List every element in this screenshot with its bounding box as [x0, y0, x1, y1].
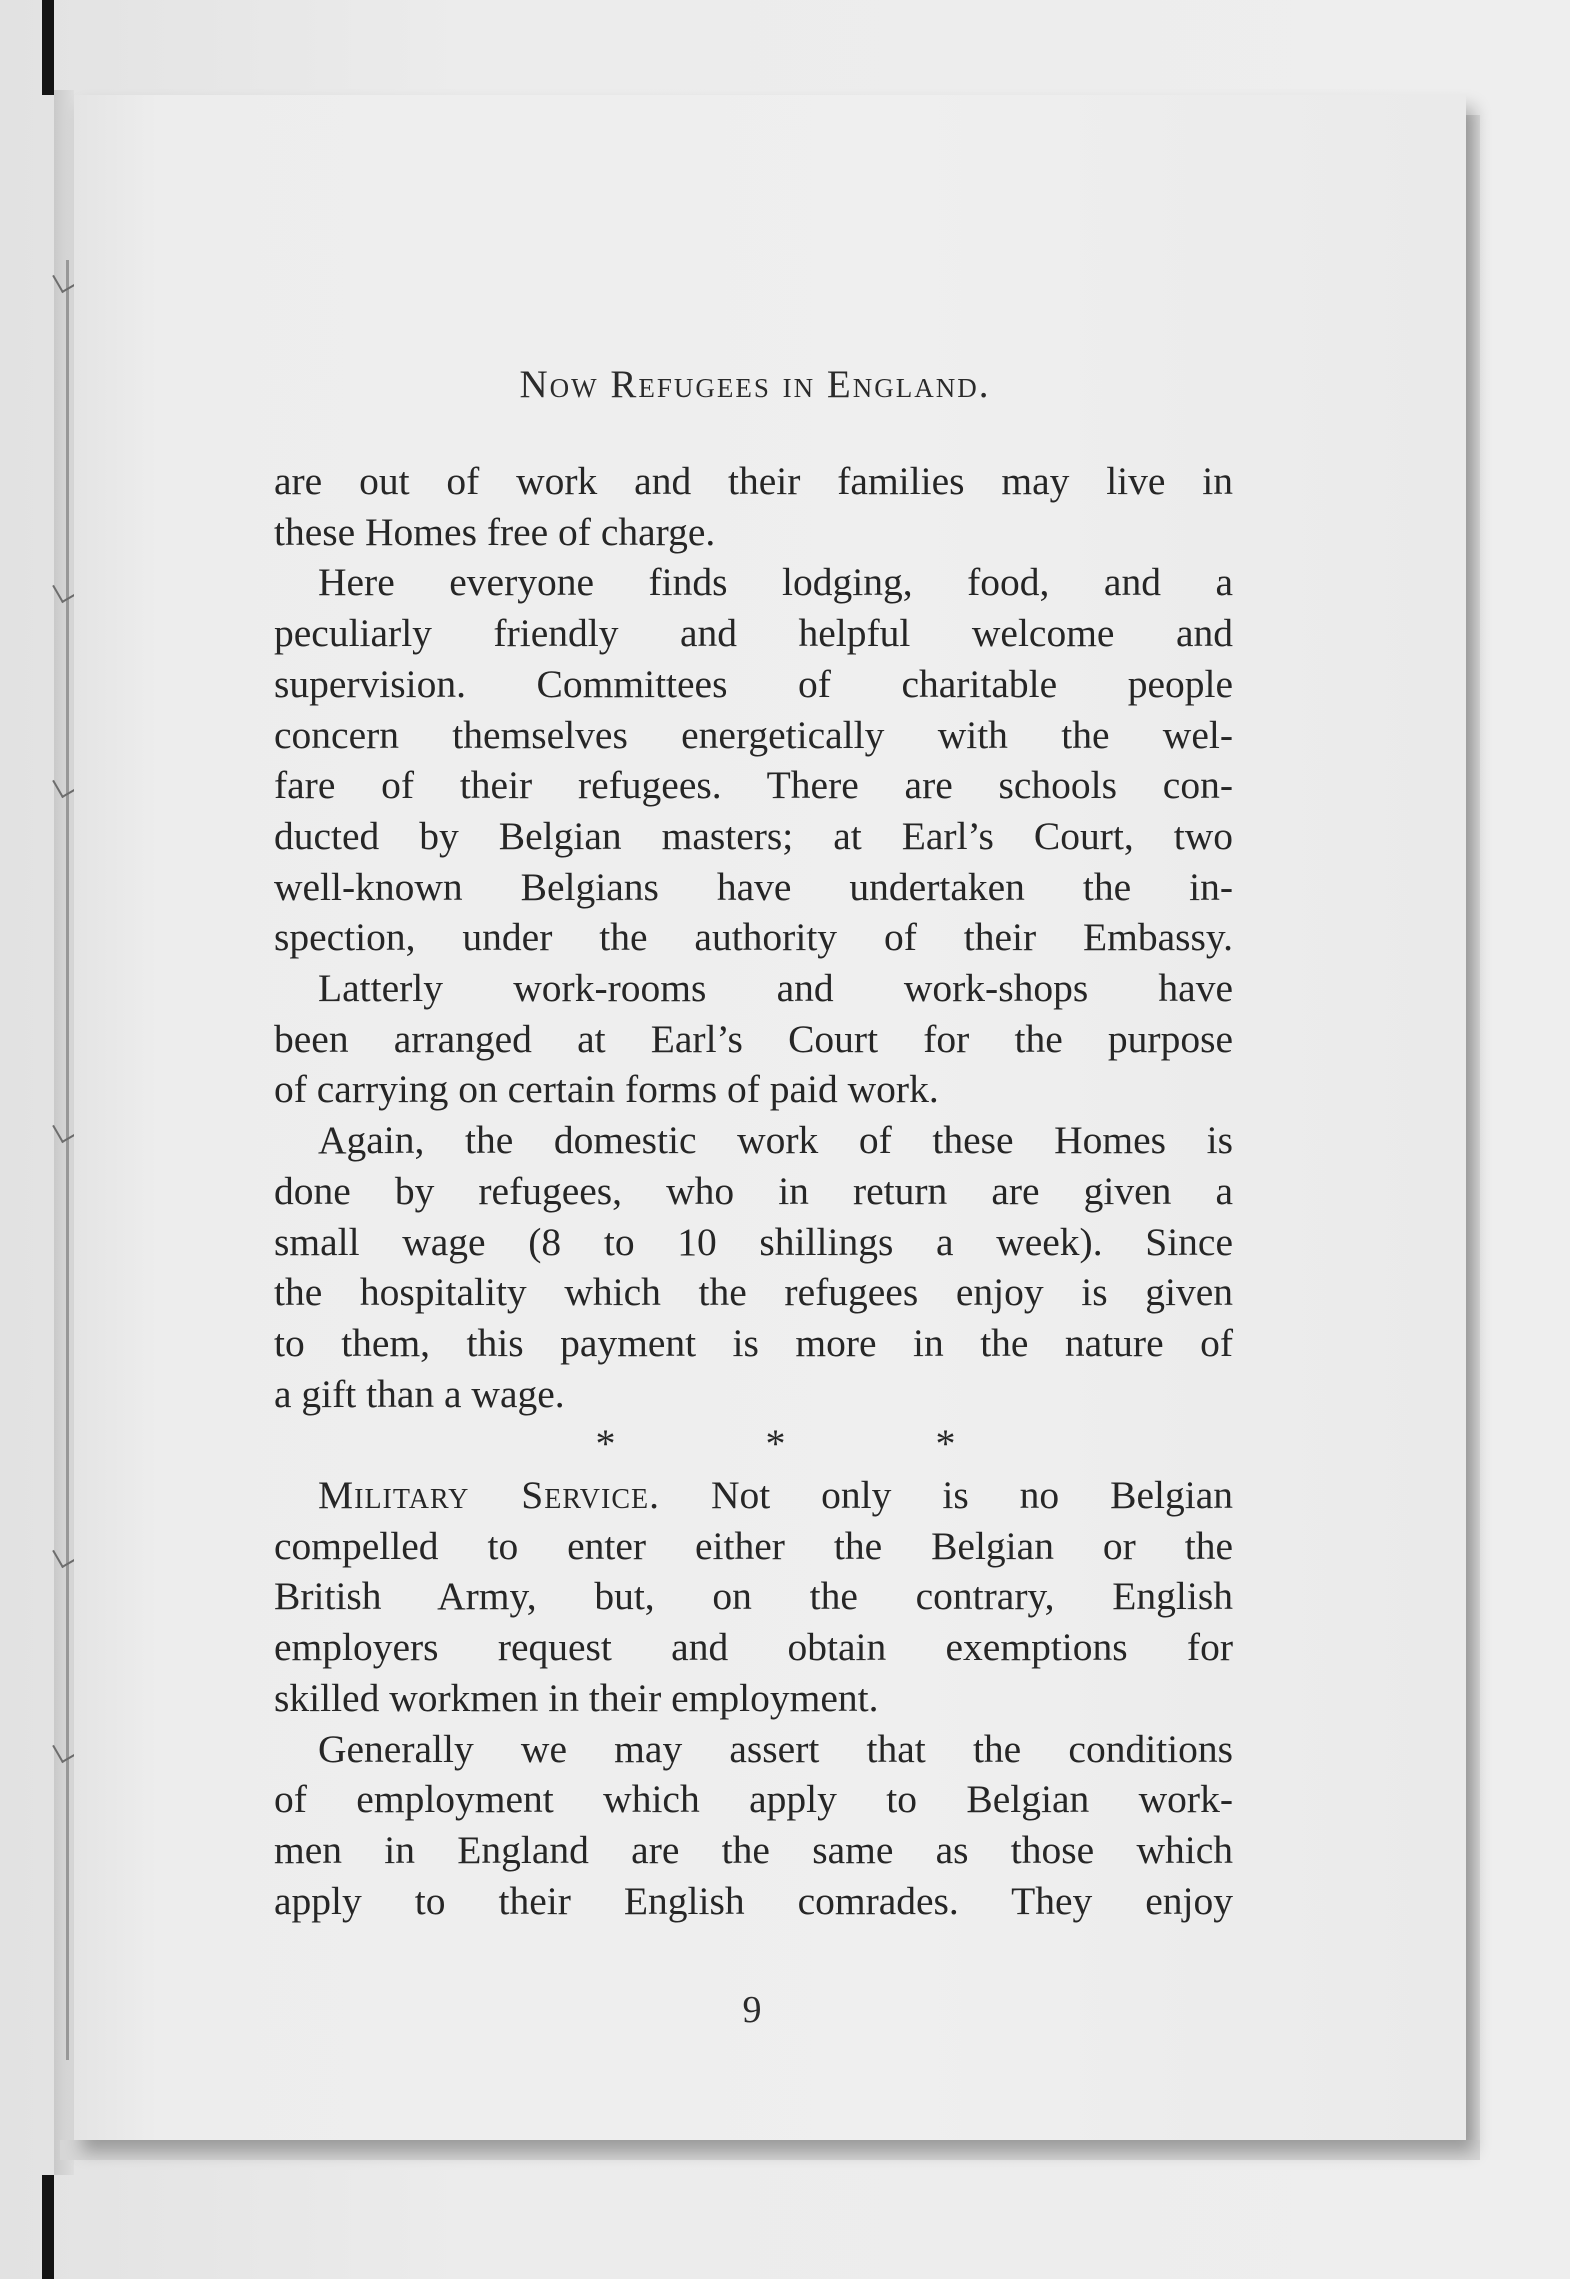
binding-thread: [66, 260, 69, 2060]
text-line: are out of work and their families may live in: [274, 459, 1233, 503]
binding-strip-bottom: [42, 2175, 54, 2279]
section-heading: Military Service.: [318, 1473, 660, 1518]
text-line: Generally we may assert that the conditions: [318, 1726, 1233, 1771]
text-line: supervision. Committees of charitable people: [274, 661, 1233, 706]
binding-strip-top: [42, 0, 54, 95]
text-line: Latterly work-rooms and work-shops have: [318, 966, 1233, 1011]
text-line: well-known Belgians have undertaken the in-: [274, 864, 1233, 909]
text-line: ducted by Belgian masters; at Earl’s Court, two: [274, 813, 1233, 858]
page-bottom-edge: [60, 2140, 1480, 2160]
section-separator: [274, 1419, 1233, 1470]
text-line: the hospitality which the refugees enjoy is given: [274, 1270, 1233, 1315]
text-line: British Army, but, on the contrary, English: [274, 1574, 1233, 1619]
text-line-part: Not only is no Belgian: [710, 1473, 1233, 1518]
text-line: Again, the domestic work of these Homes is: [318, 1118, 1233, 1163]
text-line: peculiarly friendly and helpful welcome and: [274, 611, 1233, 656]
separator-asterisk: *: [595, 1421, 616, 1467]
text-line: small wage (8 to 10 shillings a week). Since: [274, 1219, 1233, 1264]
text-line: men in England are the same as those which: [274, 1827, 1233, 1872]
text-line: spection, under the authority of their Embassy.: [274, 915, 1233, 960]
text-line: of employment which apply to Belgian work-: [274, 1777, 1233, 1822]
body-text: [274, 456, 1233, 1926]
text-line: compelled to enter either the Belgian or the: [274, 1523, 1233, 1568]
text-line: [274, 1470, 1233, 1521]
text-line: of carrying on certain forms of paid work.: [274, 1067, 939, 1112]
page-number: 9: [742, 1989, 762, 2031]
page-right-edge: [1466, 115, 1480, 2140]
text-line: fare of their refugees. There are schools con-: [274, 763, 1233, 808]
text-line: Here everyone finds lodging, food, and a: [318, 560, 1233, 605]
text-line: done by refugees, who in return are given a: [274, 1168, 1233, 1213]
text-line: these Homes free of charge.: [274, 509, 716, 554]
text-line: skilled workmen in their employment.: [274, 1675, 879, 1720]
text-line: been arranged at Earl’s Court for the purpose: [274, 1016, 1233, 1061]
text-line: employers request and obtain exemptions for: [274, 1625, 1233, 1670]
text-line: apply to their English comrades. They enjoy: [274, 1878, 1233, 1923]
separator-asterisk: *: [765, 1421, 786, 1467]
running-head: Now Refugees in England.: [519, 363, 991, 406]
text-line: a gift than a wage.: [274, 1371, 565, 1416]
text-line: to them, this payment is more in the nature of: [274, 1320, 1233, 1365]
separator-asterisk: *: [935, 1421, 956, 1467]
text-line: concern themselves energetically with the wel-: [274, 712, 1233, 757]
